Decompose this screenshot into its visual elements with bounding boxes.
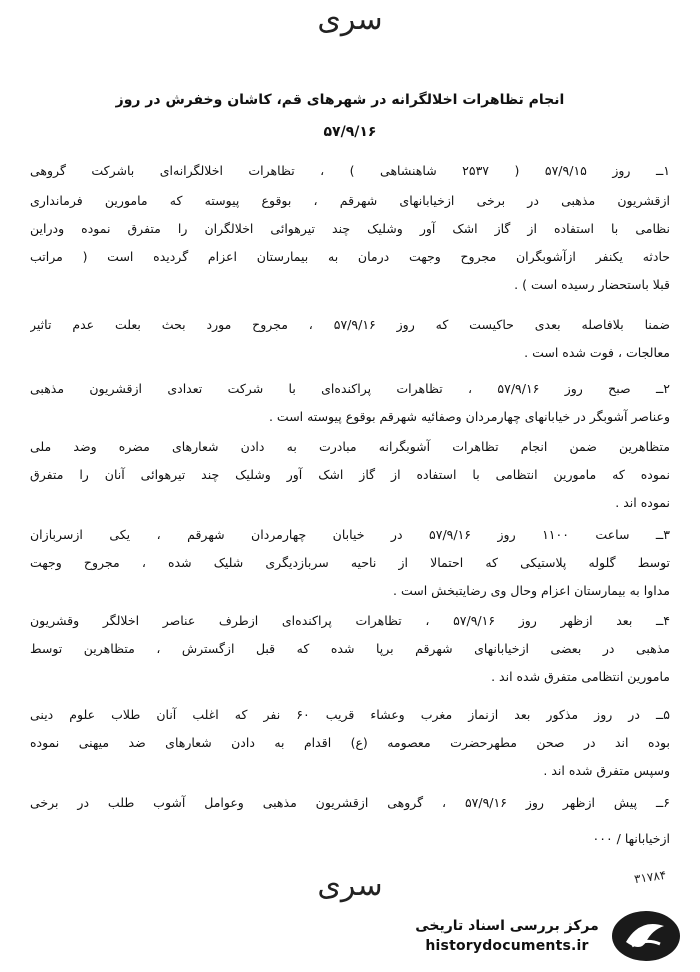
body-line: ۵ــ در روز مذکور بعد ازنماز مغرب وعشاء قریب ۶۰ نفر که اغلب آنان طلاب علوم دینی bbox=[30, 707, 670, 722]
archive-url: historydocuments.ir bbox=[425, 938, 589, 954]
document-date: ۵۷/۹/۱۶ bbox=[323, 124, 377, 140]
body-line: وسپس متفرق شده اند . bbox=[543, 763, 670, 778]
archive-name: مرکز بررسی اسناد تاریخی bbox=[415, 918, 599, 934]
body-line: نموده اند . bbox=[615, 495, 670, 510]
body-line: ۲ــ صبح روز ۵۷/۹/۱۶ ، تظاهرات پراکنده‌ای با شرکت تعدادی ازقشریون مذهبی bbox=[30, 381, 670, 396]
document-number: ۳۱۷۸۴ bbox=[633, 867, 668, 887]
body-line: متظاهرین ضمن انجام تظاهرات آشوبگرانه مبادرت به دادن شعارهای مضره وضد ملی bbox=[30, 439, 670, 454]
body-line: قبلا باستحضار رسیده است ) . bbox=[514, 277, 670, 292]
body-line: معالجات ، فوت شده است . bbox=[524, 345, 670, 360]
classification-stamp-top: سری bbox=[317, 2, 383, 37]
body-line: حادثه یکنفر ازآشوبگران مجروح وجهت درمان به بیمارستان اعزام گردیده است ( مراتب bbox=[30, 249, 670, 264]
body-line: مذهبی در بعضی ازخیابانهای شهرقم برپا شده که قبل ازگسترش ، متظاهرین توسط bbox=[30, 641, 670, 656]
body-line: توسط گلوله پلاستیکی که احتمالا از ناحیه سربازدیگری شلیک شده ، مجروح وجهت bbox=[30, 555, 670, 570]
body-line: ۶ــ پیش ازظهر روز ۵۷/۹/۱۶ ، گروهی ازقشریون مذهبی وعوامل آشوب طلب در برخی bbox=[30, 795, 670, 810]
body-line: ۳ــ ساعت ۱۱۰۰ روز ۵۷/۹/۱۶ در خیابان چهارمردان شهرقم ، یکی ازسربازان bbox=[30, 527, 670, 542]
body-line: ازقشریون مذهبی در برخی ازخیابانهای شهرقم ، بوقوع پیوسته که مامورین فرمانداری bbox=[30, 193, 670, 208]
body-line: ازخیابانها / ۰۰۰ bbox=[592, 831, 670, 846]
body-line: نظامی با استفاده از گاز اشک آور وشلیک چند تیرهوائی اخلالگران را متفرق نموده ودراین bbox=[30, 221, 670, 236]
body-line: ضمنا بلافاصله بعدی حاکیست که روز ۵۷/۹/۱۶ ، مجروح مورد بحث بعلت عدم تاثیر bbox=[30, 317, 670, 332]
archive-logo-icon bbox=[606, 908, 684, 964]
body-line: ۴ــ بعد ازظهر روز ۵۷/۹/۱۶ ، تظاهرات پراکنده‌ای ازطرف عناصر اخلالگر وقشریون bbox=[30, 613, 670, 628]
body-line: وعناصر آشوبگر در خیابانهای چهارمردان وصفائیه شهرقم بوقوع پیوسته است . bbox=[268, 409, 670, 424]
document-title: انجام تظاهرات اخلالگرانه در شهرهای قم، کاشان وخفرش در روز bbox=[115, 92, 565, 108]
classification-stamp-bottom: سری bbox=[317, 868, 383, 903]
body-line: مامورین انتظامی متفرق شده اند . bbox=[491, 669, 670, 684]
body-line: ۱ــ روز ۵۷/۹/۱۵ ( ۲۵۳۷ شاهنشاهی ) ، تظاهرات اخلالگرانه‌ای باشرکت گروهی bbox=[30, 163, 670, 178]
body-line: مداوا به بیمارستان اعزام وحال وی رضایتبخش است . bbox=[393, 583, 670, 598]
body-line: بوده اند در صحن مطهرحضرت معصومه (ع) اقدام به دادن شعارهای ضد میهنی نموده bbox=[30, 735, 670, 750]
body-line: نموده که مامورین انتظامی با استفاده از گاز اشک آور وشلیک چند تیرهوائی آنان را متفرق bbox=[30, 467, 670, 482]
